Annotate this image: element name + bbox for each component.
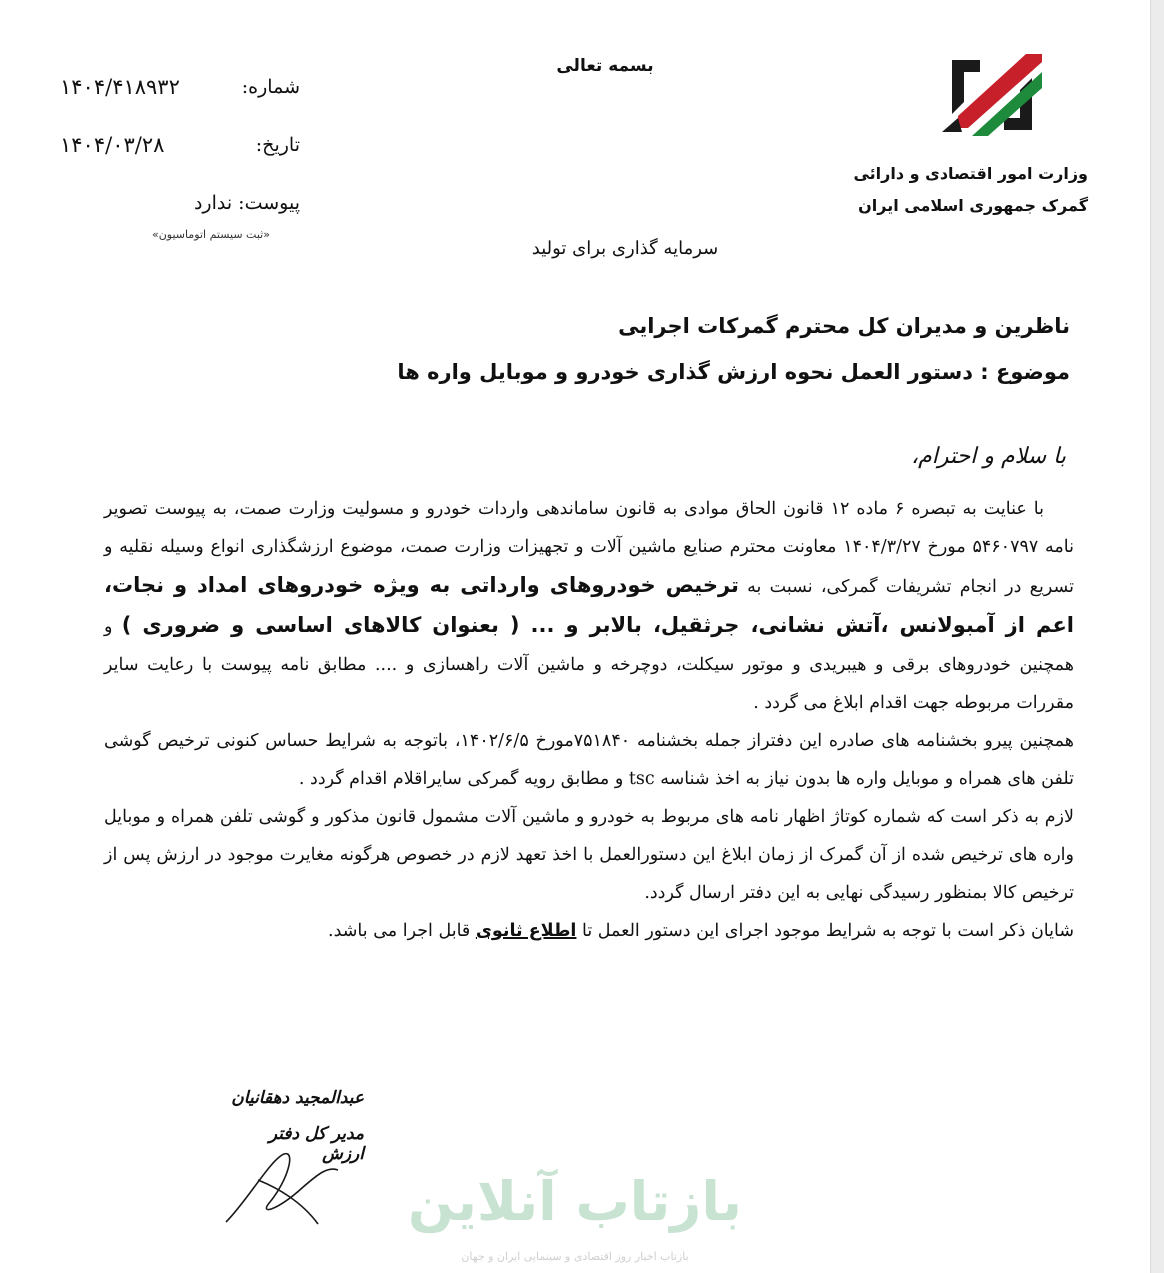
paragraph-1-highlight: ترخیص خودروهای وارداتی به ویژه خودروهای امداد و نجات، اعم از آمبولانس ،آتش نشانی، جرثقیل، بالابر و ... ( بعنوان کالاهای اساسی و ضروری )	[104, 573, 1074, 637]
customs-logo-icon	[932, 42, 1052, 152]
paragraph-1-text-a: با عنایت به تبصره ۶ ماده ۱۲ قانون الحاق موادی به قانون ساماندهی واردات خودرو و مسولیت وزارت صمت، به پیوست تصویر نامه ۵۴۶۰۷۹۷ مورخ ۱۴۰۴/۳/۲۷ معاونت محترم صنایع ماشین آلات و تجهیزات وزارت صمت، موضوع ارزشگذاری انواع وسیله نقلیه و تسریع در انجام تشریفات گمرکی، نسبت به	[104, 499, 1074, 597]
signer-name: عبدالمجید دهقانیان	[231, 1088, 364, 1108]
ministry-heading	[853, 158, 1088, 222]
greeting: با سلام و احترام،	[911, 444, 1066, 469]
number-value: ۱۴۰۴/۴۱۸۹۳۲	[60, 75, 180, 99]
attachment-row	[60, 174, 300, 232]
paragraph-3: لازم به ذکر است که شماره کوتاژ اظهار نامه های مربوط به خودرو و ماشین آلات مشمول قانون مذکور و گوشی تلفن همراه و موبایل واره های ترخیص شده از آن گمرک از زمان ابلاغ این دستورالعمل با اخذ تعهد لازم در خصوص هرگونه مغایرت موجود در ارزش پس از ترخیص کالا بمنظور رسیدگی نهایی به این دفتر ارسال گردد.	[104, 807, 1074, 903]
attachment-label: پیوست: ندارد	[193, 192, 300, 214]
paragraph-4-text-a: شایان ذکر است با توجه به شرایط موجود اجرای این دستور العمل تا	[582, 921, 1074, 941]
watermark-tagline: بازتاب اخبار روز اقتصادی و سینمایی ایران و جهان	[461, 1250, 689, 1263]
letter-meta	[60, 58, 300, 232]
bismillah: بسمه تعالی	[556, 56, 654, 76]
ministry-line-2: گمرک جمهوری اسلامی ایران	[858, 196, 1088, 215]
paragraph-1	[104, 490, 1074, 722]
subject: موضوع : دستور العمل نحوه ارزش گذاری خودرو و موبایل واره ها	[397, 360, 1070, 384]
system-note: «ثبت سیستم اتوماسیون»	[152, 228, 270, 241]
paragraph-4-underlined: اطلاع ثانوی	[475, 921, 577, 941]
ministry-line-1: وزارت امور اقتصادی و دارائی	[853, 164, 1088, 183]
addressee: ناظرین و مدیران کل محترم گمرکات اجرایی	[618, 314, 1070, 338]
number-label: شماره:	[241, 76, 300, 98]
signature-scribble-icon	[218, 1140, 348, 1230]
letter-body	[104, 490, 1074, 950]
paragraph-4-text-b: قابل اجرا می باشد.	[328, 921, 471, 941]
paragraph-4	[104, 912, 1074, 950]
slogan: سرمایه گذاری برای تولید	[531, 238, 719, 259]
paragraph-2: همچنین پیرو بخشنامه های صادره این دفتراز جمله بخشنامه ۷۵۱۸۴۰مورخ ۱۴۰۲/۶/۵، باتوجه به شرایط حساس کنونی ترخیص گوشی تلفن های همراه و موبایل واره ها بدون نیاز به اخذ شناسه tsc و مطابق رویه گمرکی سایراقلام اقدام گردد .	[104, 731, 1074, 789]
paragraph-1-text-b: و همچنین خودروهای برقی و هیبریدی و موتور سیکلت، دوچرخه و ماشین آلات راهسازی و .... مطابق نامه پیوست با رعایت سایر مقررات مربوطه جهت اقدام ابلاغ می گردد .	[104, 617, 1074, 713]
signer-title: مدیر کل دفتر ارزش	[268, 1124, 364, 1164]
number-row	[60, 58, 300, 116]
watermark-brand: بازتاب آنلاین	[408, 1170, 742, 1233]
date-label: تاریخ:	[255, 134, 300, 156]
page-edge	[1150, 0, 1164, 1273]
date-row	[60, 116, 300, 174]
date-value: ۱۴۰۴/۰۳/۲۸	[60, 133, 165, 157]
